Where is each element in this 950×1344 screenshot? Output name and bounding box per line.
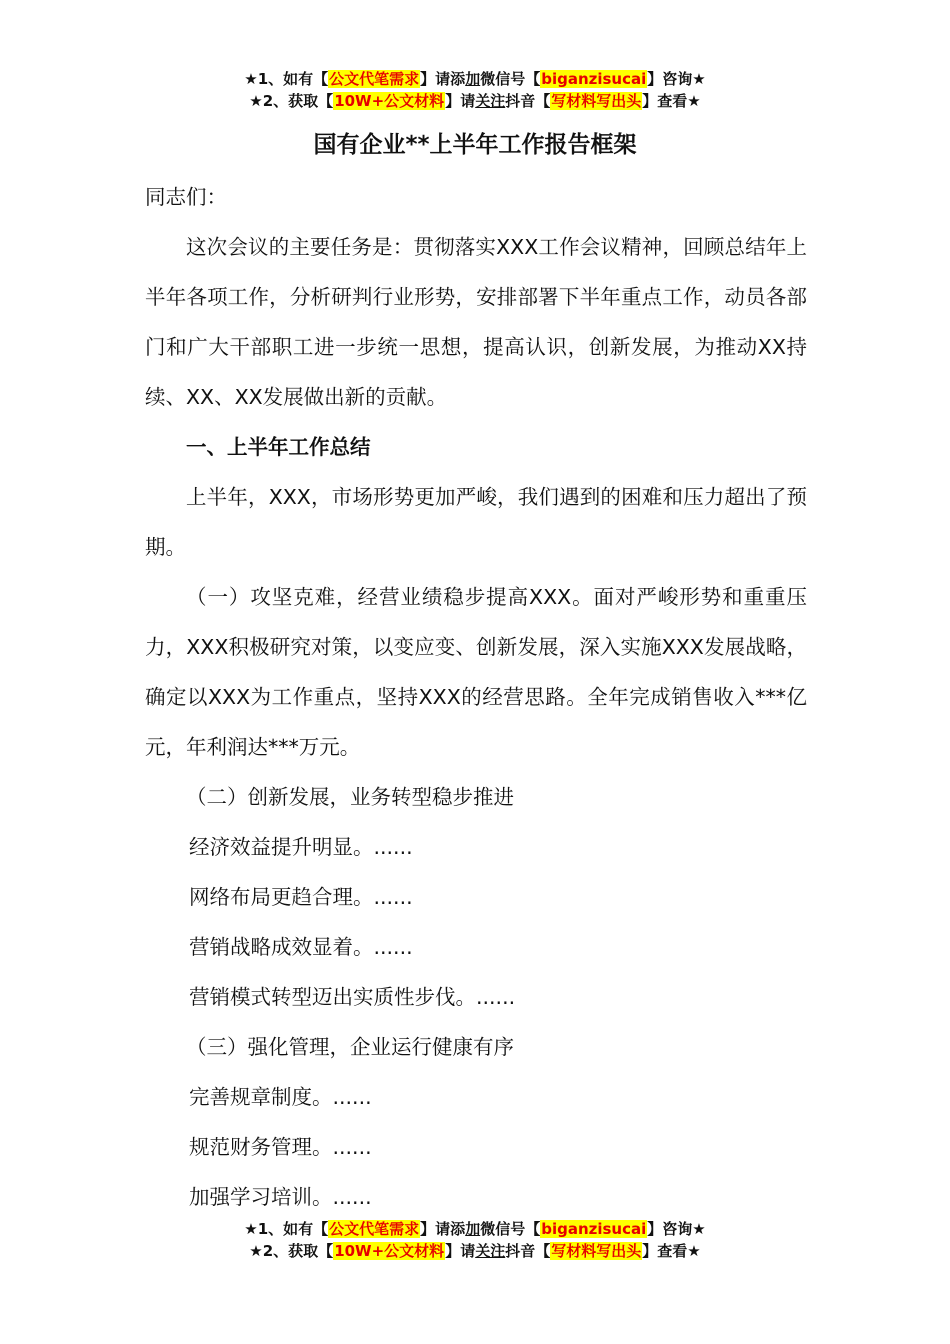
promo-underlined-text: 加 <box>465 70 481 88</box>
item-paragraph: （一）攻坚克难，经营业绩稳步提高XXX。面对严峻形势和重重压力，XXX积极研究对策，以变应变、创新发展，深入实施XXX发展战略，确定以XXX为工作重点，坚持XXX的经营思路。全年完成销售收入***亿元，年利润达***万元。 <box>145 585 807 759</box>
salutation: 同志们： <box>145 185 227 209</box>
promo-text: 】请 <box>445 1242 476 1260</box>
promo-text: 】请 <box>445 92 476 110</box>
promo-text: 】咨询★ <box>647 70 706 88</box>
list-item: 完善规章制度。...... <box>189 1085 372 1109</box>
promo-text: ★2、获取【 <box>249 1242 334 1260</box>
section-intro-paragraph: 上半年，XXX，市场形势更加严峻，我们遇到的困难和压力超出了预期。 <box>145 485 807 559</box>
intro-paragraph: 这次会议的主要任务是：贯彻落实XXX工作会议精神，回顾总结年上半年各项工作，分析研判行业形势，安排部署下半年重点工作，动员各部门和广大干部职工进一步统一思想，提高认识，创新发展，为推动XX持续、XX、XX发展做出新的贡献。 <box>145 235 807 409</box>
list-item: 规范财务管理。...... <box>189 1135 372 1159</box>
promo-text: 】查看★ <box>642 1242 701 1260</box>
section-heading: 一、上半年工作总结 <box>186 435 371 459</box>
promo-text: 抖音【 <box>505 92 551 110</box>
header-promo-banner <box>0 68 950 112</box>
item-heading: （三）强化管理，企业运行健康有序 <box>186 1035 514 1059</box>
promo-text: 】咨询★ <box>647 1220 706 1238</box>
promo-text: 】请添 <box>420 1220 466 1238</box>
promo-highlight: 写材料写出头 <box>551 1242 642 1260</box>
item-heading: （二）创新发展，业务转型稳步推进 <box>186 785 514 809</box>
promo-text: 微信号【 <box>480 70 541 88</box>
list-item: 营销战略成效显着。...... <box>189 935 413 959</box>
list-item: 经济效益提升明显。...... <box>189 835 413 859</box>
promo-underlined-text: 加 <box>465 1220 481 1238</box>
promo-underlined-text: 关注 <box>475 92 506 110</box>
promo-line-2 <box>0 1240 950 1262</box>
promo-text: 抖音【 <box>505 1242 551 1260</box>
promo-highlight: biganzisucai <box>541 1220 647 1238</box>
promo-line-1 <box>0 1218 950 1240</box>
promo-text: ★1、如有【 <box>244 1220 329 1238</box>
list-item: 加强学习培训。...... <box>189 1185 372 1209</box>
promo-text: 微信号【 <box>480 1220 541 1238</box>
footer-promo-banner <box>0 1218 950 1262</box>
promo-highlight: 10W+公文材料 <box>334 1242 445 1260</box>
promo-highlight: 写材料写出头 <box>551 92 642 110</box>
promo-text: 】请添 <box>420 70 466 88</box>
promo-underlined-text: 关注 <box>475 1242 506 1260</box>
list-item: 网络布局更趋合理。...... <box>189 885 413 909</box>
promo-line-1 <box>0 68 950 90</box>
document-body <box>145 172 807 1222</box>
promo-text: ★2、获取【 <box>249 92 334 110</box>
promo-text: ★1、如有【 <box>244 70 329 88</box>
list-item: 营销模式转型迈出实质性步伐。...... <box>189 985 516 1009</box>
promo-line-2 <box>0 90 950 112</box>
promo-highlight: biganzisucai <box>541 70 647 88</box>
promo-highlight: 公文代笔需求 <box>329 70 420 88</box>
document-title: 国有企业**上半年工作报告框架 <box>313 132 637 158</box>
promo-text: 】查看★ <box>642 92 701 110</box>
promo-highlight: 10W+公文材料 <box>334 92 445 110</box>
promo-highlight: 公文代笔需求 <box>329 1220 420 1238</box>
